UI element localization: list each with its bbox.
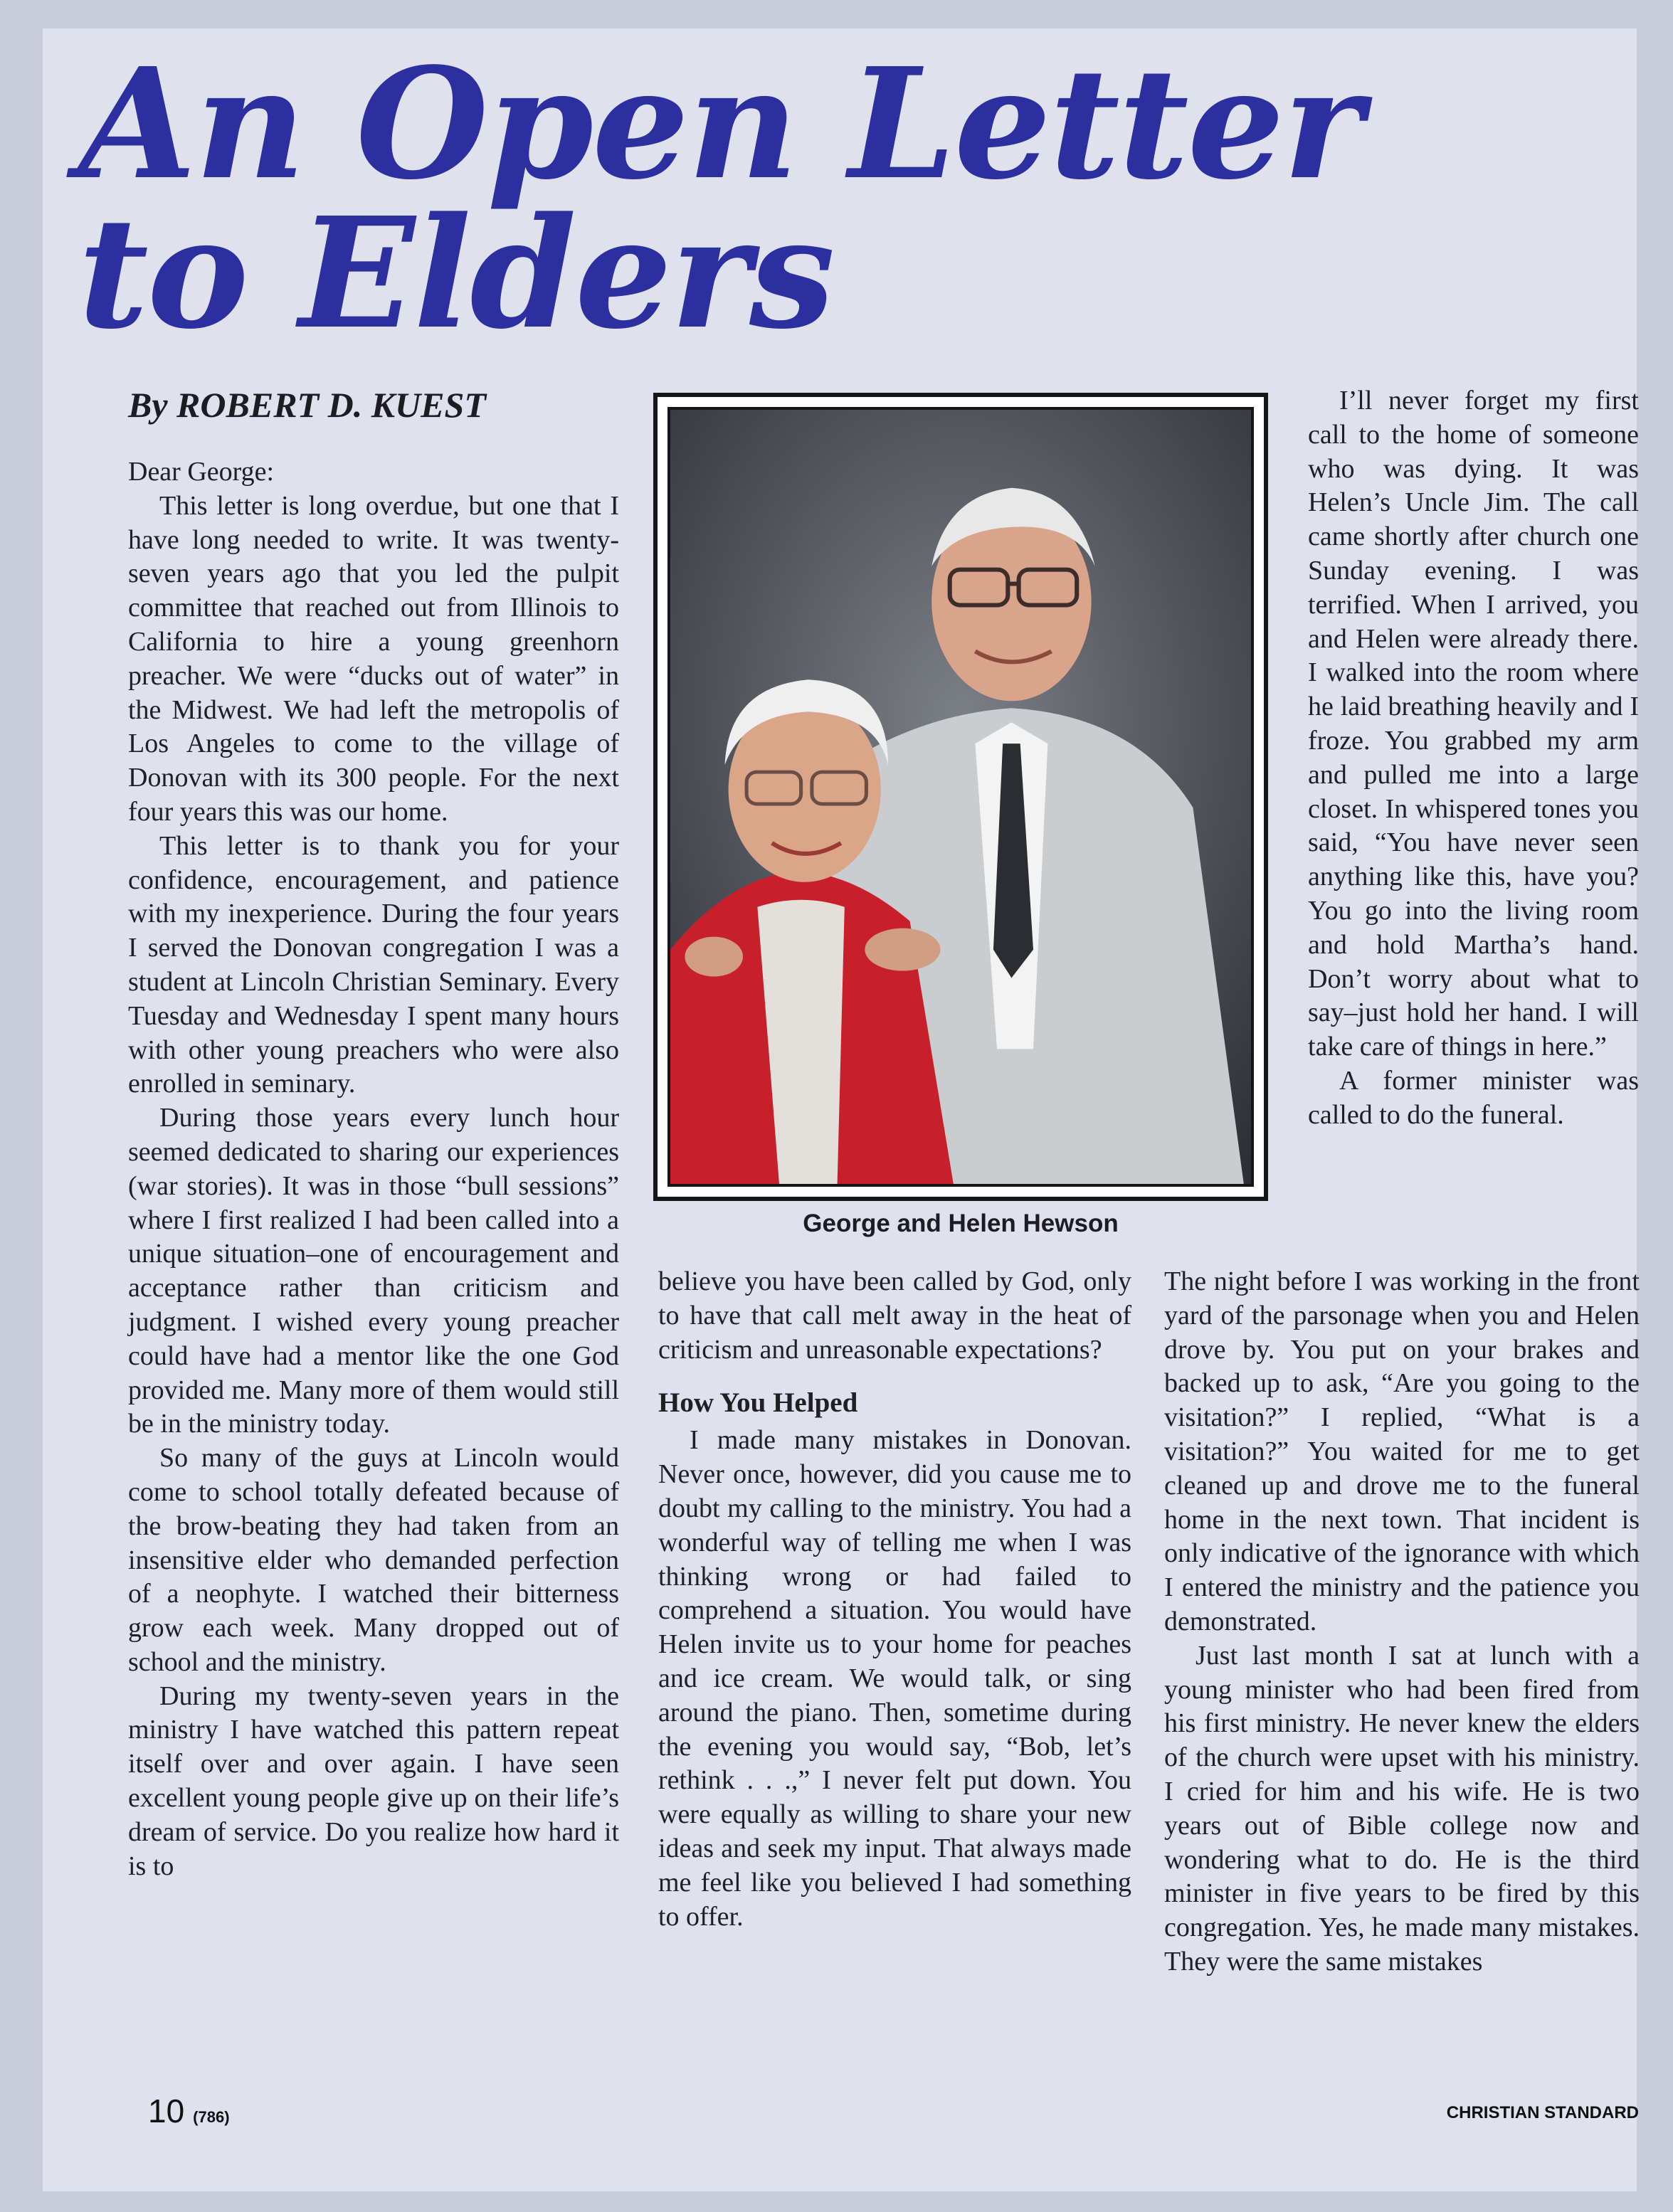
page-number-value: 10 <box>148 2092 185 2129</box>
column-3-upper <box>1308 384 1639 1133</box>
portrait-illustration <box>670 410 1251 1184</box>
headline <box>78 35 1430 363</box>
column-2 <box>658 1265 1131 1934</box>
paragraph: I made many mistakes in Donovan. Never once, however, did you cause me to doubt my calling to the ministry. You had a wonderful way of telling me when I was thinking wrong or had failed to comprehend a situation. You would have Helen invite us to your home for peaches and ice cream. We would talk, or sing around the piano. Then, sometime during the evening you would say, “Bob, let’s rethink . . .,” I never felt put down. You were equally as willing to share your new ideas and seek my input. That always made me feel like you believed I had something to offer. <box>658 1425 1131 1932</box>
paragraph: Just last month I sat at lunch with a young minister who had been fired from his first ministry. He never knew the elders of the church were upset with his ministry. I cried for him and his wife. He is two years out of Bible college now and wondering what to do. He is the third minister in five years to be fired by this congregation. Yes, he made many mistakes. They were the same mistakes <box>1164 1640 1640 1976</box>
publication-name: CHRISTIAN STANDARD <box>1446 2103 1639 2122</box>
paragraph: believe you have been called by God, only to have that call melt away in the heat of criticism and unreasonable expectations? <box>658 1266 1131 1365</box>
paragraph: A former minister was called to do the funeral. <box>1308 1065 1639 1130</box>
column-3-lower <box>1164 1265 1640 1979</box>
page-sub-number: (786) <box>193 2108 230 2126</box>
paragraph: I’ll never forget my first call to the home of someone who was dying. It was Helen’s Uncle Jim. The call came shortly after church one Sunday evening. I was terrified. When I arrived, you and Helen were already there. I walked into the room where he laid breathing heavily and I froze. You grabbed my arm and pulled me into a large closet. In whispered tones you said, “You have never seen anything like this, have you? You go into the living room and hold Martha’s hand. Don’t worry about what to say–just hold her hand. I will take care of things in here.” <box>1308 386 1639 1062</box>
salutation: Dear George: <box>128 457 275 487</box>
photo-caption: George and Helen Hewson <box>803 1210 1119 1237</box>
paragraph: This letter is to thank you for your confidence, encouragement, and patience with my inexperience. During the four years I served the Donovan congregation I was a student at Lincoln Christian Seminary. Every Tuesday and Wednesday I spent many hours with other young preachers who were also enrolled in seminary. <box>128 830 619 1099</box>
paragraph: This letter is long overdue, but one that I have long needed to write. It was twenty-seven years ago that you led the pulpit committee that reached out from Illinois to California to hire a young greenhorn preacher. We were “ducks out of water” in the Midwest. We had left the metropolis of Los Angeles to come to the village of Donovan with its 300 people. For the next four years this was our home. <box>128 490 619 827</box>
column-1 <box>128 455 619 1883</box>
paragraph: During my twenty-seven years in the ministry I have watched this pattern repeat itself over and over again. I have seen excellent young people give up on their life’s dream of service. Do you realize how hard it is to <box>128 1681 619 1881</box>
photo-george-and-helen-hewson <box>667 407 1254 1187</box>
byline: By ROBERT D. KUEST <box>128 385 486 425</box>
headline-line-1: An Open Letter <box>78 35 1362 213</box>
page-number <box>148 2092 230 2130</box>
paragraph: The night before I was working in the front yard of the parsonage when you and Helen drove by. You put on your brakes and backed up to ask, “Are you going to the visitation?” I replied, “What is a visitation?” You waited for me to get cleaned up and drove me to the funeral home in the next town. That incident is only indicative of the ignorance with which I entered the ministry and the patience you demonstrated. <box>1164 1266 1640 1636</box>
paragraph: So many of the guys at Lincoln would come to school totally defeated because of the brow-beating they had taken from an insensitive elder who demanded perfection of a neophyte. I watched their bitterness grow each week. Many dropped out of school and the ministry. <box>128 1443 619 1677</box>
paragraph: During those years every lunch hour seemed dedicated to sharing our experiences (war stories). It was in those “bull sessions” where I first realized I had been called into a unique situation–one of encouragement and acceptance rather than criticism and judgment. I wished every young preacher could have had a mentor like the one God provided me. Many more of them would still be in the ministry today. <box>128 1103 619 1439</box>
headline-line-2: to Elders <box>78 184 834 363</box>
subhead: How You Helped <box>658 1387 858 1419</box>
photo-frame <box>653 393 1268 1201</box>
